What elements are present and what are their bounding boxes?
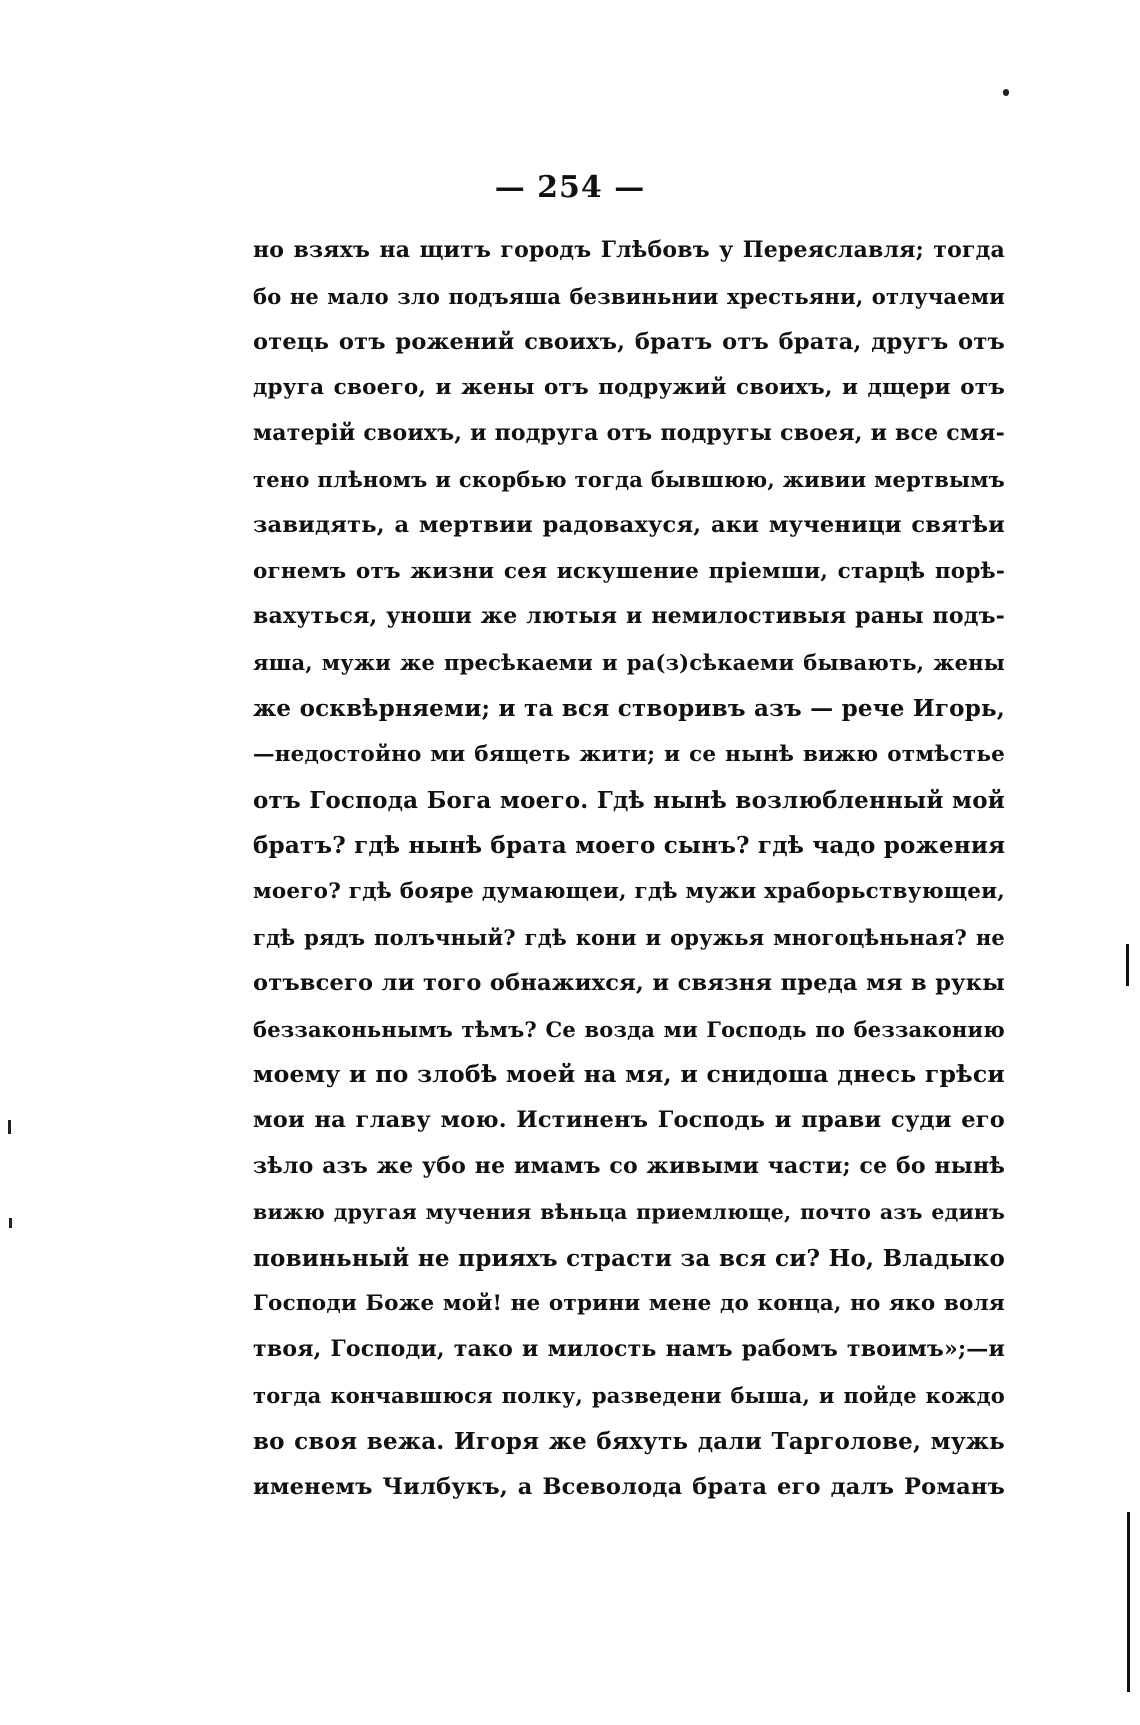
text-line: повиньный не прияхъ страсти за вся си? Но, Владыко bbox=[253, 1244, 1005, 1272]
text-line: но взяхъ на щитъ городъ Глѣбовъ у Переяславля; тогда bbox=[253, 237, 1005, 263]
text-line: друга своего, и жены отъ подружий своихъ, и дщери отъ bbox=[253, 375, 1005, 401]
body-text bbox=[253, 228, 1005, 1510]
text-line: же осквѣрняеми; и та вся створивъ азъ — рече Игорь, bbox=[253, 694, 1005, 722]
text-line: Господи Боже мой! не отрини мене до конца, но яко воля bbox=[253, 1291, 1005, 1317]
text-line: беззаконьнымъ тѣмъ? Се возда ми Господь по беззаконию bbox=[253, 1016, 1005, 1042]
margin-mark bbox=[8, 1120, 11, 1134]
text-line: тено плѣномъ и скорбью тогда бывшюю, живии мертвымъ bbox=[253, 466, 1005, 492]
text-line: моему и по злобѣ моей на мя, и снидоша днесь грѣси bbox=[253, 1060, 1005, 1089]
ink-speck bbox=[1003, 89, 1009, 96]
text-line: вахуться, уноши же лютыя и немилостивыя раны подъ- bbox=[253, 603, 1005, 630]
text-line: отъвсего ли того обнажихся, и связня преда мя в рукы bbox=[253, 969, 1005, 996]
edge-rule bbox=[1127, 1512, 1130, 1692]
text-line: братъ? гдѣ нынѣ брата моего сынъ? гдѣ чадо рожения bbox=[253, 832, 1006, 860]
text-line: матерiй своихъ, и подруга отъ подругы своея, и все смя- bbox=[253, 420, 1005, 447]
text-line: именемъ Чилбукъ, а Всеволода брата его далъ Романъ bbox=[253, 1473, 1005, 1500]
text-line: отъ Господа Бога моего. Гдѣ нынѣ возлюбленный мой bbox=[253, 786, 1005, 814]
text-line: отець отъ рожений своихъ, братъ отъ брата, другъ отъ bbox=[253, 328, 1005, 355]
text-line: во своя вежа. Игоря же бяхуть дали Тарголове, мужь bbox=[253, 1427, 1005, 1455]
text-line: —недостойно ми бящеть жити; и се нынѣ вижю отмѣстье bbox=[253, 741, 1005, 767]
text-line: зѣло азъ же убо не имамъ со живыми части; се бо нынѣ bbox=[253, 1152, 1005, 1179]
text-line: бо не мало зло подъяша безвиньнии хрестьяни, отлучаеми bbox=[253, 283, 1005, 309]
edge-rule bbox=[1126, 944, 1129, 986]
margin-mark bbox=[9, 1218, 12, 1228]
page-number: — 254 — bbox=[494, 170, 646, 205]
text-line: гдѣ рядъ полъчный? гдѣ кони и оружья многоцѣньная? не bbox=[253, 924, 1005, 950]
text-line: вижю другая мучения вѣньца приемлюще, почто азъ единъ bbox=[253, 1199, 1005, 1224]
text-line: огнемъ отъ жизни сея искушение прiемши, старцѣ порѣ- bbox=[253, 558, 1005, 584]
text-line: твоя, Господи, тако и милость намъ рабомъ твоимъ»;—и bbox=[253, 1336, 1005, 1363]
text-line: мои на главу мою. Истиненъ Господь и прави суди его bbox=[253, 1107, 1005, 1134]
text-line: яша, мужи же пресѣкаеми и ра(з)сѣкаеми бывають, жены bbox=[253, 650, 1005, 676]
text-line: моего? гдѣ бояре думающеи, гдѣ мужи храборьствующеи, bbox=[253, 879, 1005, 905]
text-line: тогда кончавшюся полку, разведени быша, и пойде кождо bbox=[253, 1382, 1005, 1408]
text-line: завидять, а мертвии радовахуся, аки мученици святѣи bbox=[253, 511, 1005, 538]
